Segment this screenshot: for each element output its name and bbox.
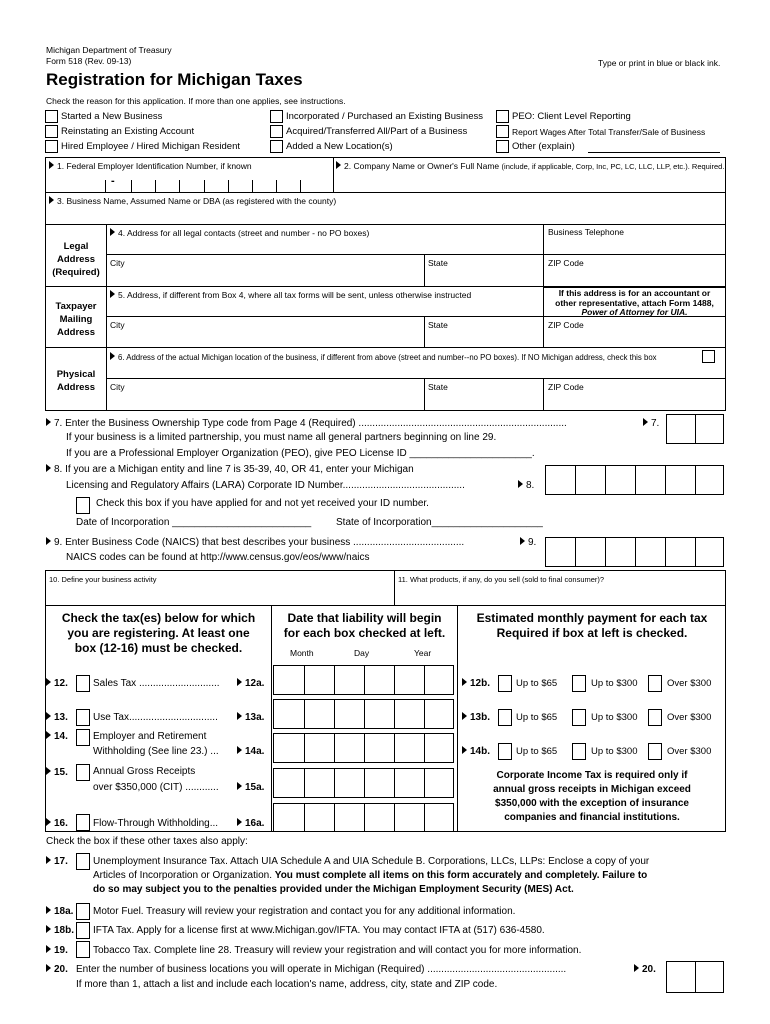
- line12a-number: 12a.: [237, 678, 264, 689]
- agency-name: Michigan Department of Treasury: [46, 45, 172, 55]
- box11-label: 11. What products, if any, do you sell (sold to final consumer)?: [398, 575, 605, 584]
- mailing-street-input[interactable]: [110, 300, 540, 314]
- mailing-address-label: Taxpayer Mailing Address: [55, 301, 97, 338]
- state-of-incorporation[interactable]: State of Incorporation____________________: [336, 517, 543, 528]
- line13-number: 13.: [46, 712, 68, 723]
- line15a-number: 15a.: [237, 782, 264, 793]
- reason-checkbox-added-location[interactable]: [270, 140, 283, 153]
- box1-label: 1. Federal Employer Identification Number, if known: [49, 161, 252, 171]
- physical-city-input[interactable]: [110, 393, 420, 407]
- legal-city-input[interactable]: [110, 269, 420, 283]
- cit-checkbox[interactable]: [76, 764, 90, 781]
- line18b-text: IFTA Tax. Apply for a license first at www.Michigan.gov/IFTA. You may contact IFTA at (517) 636-4580.: [93, 925, 545, 936]
- line13b-number: 13b.: [462, 712, 490, 723]
- line17-text1: Unemployment Insurance Tax. Attach UIA Schedule A and UIA Schedule B. Corporations, LLCs, LLPs: Enclose a copy of your: [93, 856, 650, 867]
- line18a-text: Motor Fuel. Treasury will review your registration and contact you for any additional information.: [93, 906, 516, 917]
- reason-label: Report Wages After Total Transfer/Sale of Business: [512, 127, 706, 137]
- form-title: Registration for Michigan Taxes: [46, 70, 303, 89]
- withholding-up-to-300-checkbox[interactable]: [572, 743, 586, 760]
- pay-option-label: Up to $300: [591, 678, 638, 689]
- flow-through-checkbox[interactable]: [76, 814, 90, 831]
- tax-heading-right: Estimated monthly payment for each tax Required if box at left is checked.: [476, 611, 708, 640]
- physical-zip-label: ZIP Code: [548, 382, 584, 392]
- cit-start-date[interactable]: [273, 768, 454, 798]
- box10-label: 10. Define your business activity: [49, 575, 157, 584]
- lara-id-input[interactable]: [545, 465, 724, 495]
- physical-city-label: City: [110, 382, 125, 392]
- line14a-number: 14a.: [237, 746, 264, 757]
- flow-through-start-date[interactable]: [273, 803, 454, 832]
- fein-dash: -: [111, 175, 115, 187]
- arrow-icon: [46, 537, 51, 545]
- cit-note: Corporate Income Tax is required only if annual gross receipts in Michigan exceed $350,000 with the exception of insurance companies and financial institutions.: [493, 770, 691, 823]
- pay-option-label: Up to $300: [591, 712, 638, 723]
- date-of-incorporation[interactable]: Date of Incorporation _________________________: [76, 517, 312, 528]
- arrow-icon: [46, 678, 51, 686]
- pay-option-label: Up to $300: [591, 746, 638, 757]
- sales-tax-up-to-65-checkbox[interactable]: [498, 675, 512, 692]
- physical-state-input[interactable]: [428, 393, 540, 407]
- business-locations-input[interactable]: [666, 961, 724, 993]
- form-number: Form 518 (Rev. 09-13): [46, 56, 132, 66]
- arrow-icon: [634, 964, 639, 972]
- arrow-icon: [520, 537, 525, 545]
- business-telephone-input[interactable]: [548, 239, 722, 253]
- line8-text2: Licensing and Regulatory Affairs (LARA) Corporate ID Number............................................: [66, 480, 465, 491]
- legal-state-label: State: [428, 258, 448, 268]
- line12-label: Sales Tax .............................: [93, 678, 220, 689]
- arrow-icon: [110, 228, 115, 236]
- withholding-start-date[interactable]: [273, 733, 454, 763]
- withholding-checkbox[interactable]: [76, 729, 90, 746]
- naics-url-text: NAICS codes can be found at http://www.census.gov/eos/www/naics: [66, 552, 370, 563]
- line16-number: 16.: [46, 818, 68, 829]
- reason-label: Acquired/Transferred All/Part of a Business: [286, 126, 468, 137]
- line20-text1: Enter the number of business locations you will operate in Michigan (Required) ..................................................: [76, 964, 567, 975]
- reason-label: Added a New Location(s): [286, 141, 393, 152]
- arrow-icon: [110, 352, 115, 360]
- unemployment-tax-checkbox[interactable]: [76, 853, 90, 870]
- line17-text3: do so may subject you to the penalties provided under the Michigan Employment Security (MES) Act.: [93, 884, 574, 895]
- mailing-city-input[interactable]: [110, 331, 420, 345]
- date-col-year: Year: [414, 648, 432, 658]
- reason-instruction: Check the reason for this application. If more than one applies, see instructions.: [46, 96, 346, 106]
- sales-tax-checkbox[interactable]: [76, 675, 90, 692]
- naics-code-input[interactable]: [545, 537, 724, 567]
- reason-checkbox-other[interactable]: [496, 140, 509, 153]
- line16-label: Flow-Through Withholding...: [93, 818, 219, 829]
- legal-address-label: Legal Address (Required): [52, 241, 100, 278]
- reason-checkbox-reinstating[interactable]: [45, 125, 58, 138]
- reason-label: Reinstating an Existing Account: [61, 126, 195, 137]
- arrow-icon: [462, 678, 467, 686]
- arrow-icon: [518, 480, 523, 488]
- line18a-number: 18a.: [46, 906, 73, 917]
- arrow-icon: [237, 678, 242, 686]
- no-michigan-address-checkbox[interactable]: [702, 350, 715, 363]
- tax-heading-mid: Date that liability will begin for each box checked at left.: [283, 611, 446, 640]
- reason-checkbox-new-business[interactable]: [45, 110, 58, 123]
- line16a-number: 16a.: [237, 818, 264, 829]
- pay-option-label: Over $300: [667, 712, 712, 723]
- ifta-checkbox[interactable]: [76, 922, 90, 939]
- date-col-month: Month: [290, 648, 314, 658]
- reason-label: PEO: Client Level Reporting: [512, 111, 631, 122]
- mailing-state-input[interactable]: [428, 331, 540, 345]
- pay-option-label: Over $300: [667, 746, 712, 757]
- line13a-number: 13a.: [237, 712, 264, 723]
- box3-label: 3. Business Name, Assumed Name or DBA (as registered with the county): [49, 196, 336, 206]
- line17-number: 17.: [46, 856, 68, 867]
- other-taxes-heading: Check the box if these other taxes also apply:: [46, 836, 248, 847]
- date-col-day: Day: [354, 648, 370, 658]
- line20-number: 20.: [46, 964, 68, 975]
- arrow-icon: [237, 712, 242, 720]
- line9-text: 9. Enter Business Code (NAICS) that best describes your business ........................................: [46, 537, 464, 548]
- use-tax-up-to-300-checkbox[interactable]: [572, 709, 586, 726]
- arrow-icon: [46, 767, 51, 775]
- reason-checkbox-incorporated[interactable]: [270, 110, 283, 123]
- reason-checkbox-hired-employee[interactable]: [45, 140, 58, 153]
- box2-label: 2. Company Name or Owner's Full Name (include, if applicable, Corp, Inc, PC, LC, LLC, LLP, etc.). Required.: [336, 161, 724, 171]
- sales-tax-over-300-checkbox[interactable]: [648, 675, 662, 692]
- arrow-icon: [237, 818, 242, 826]
- line14-number: 14.: [46, 731, 68, 742]
- line14-label2: Withholding (See line 23.) ...: [93, 746, 219, 757]
- line17-text2: Articles of Incorporation or Organization. You must complete all items on this form accurately and completely. Failure to: [93, 870, 648, 881]
- mailing-state-label: State: [428, 320, 448, 330]
- line20-number-right: 20.: [634, 964, 656, 975]
- arrow-icon: [46, 945, 51, 953]
- pay-option-label: Over $300: [667, 678, 712, 689]
- reason-label: Hired Employee / Hired Michigan Resident: [61, 141, 240, 152]
- arrow-icon: [643, 418, 648, 426]
- line8-number: 8.: [518, 480, 534, 491]
- arrow-icon: [237, 746, 242, 754]
- line8-text: 8. If you are a Michigan entity and line 7 is 35-39, 40, OR 41, enter your Michigan: [46, 464, 414, 475]
- reason-label: Other (explain): [512, 141, 575, 152]
- line7-number: 7.: [643, 418, 659, 429]
- mailing-zip-label: ZIP Code: [548, 320, 584, 330]
- physical-address-label: Physical Address: [56, 369, 96, 393]
- use-tax-checkbox[interactable]: [76, 709, 90, 726]
- box5-label: 5. Address, if different from Box 4, where all tax forms will be sent, unless otherwise instructed: [110, 290, 471, 300]
- other-explain-input[interactable]: [588, 141, 720, 153]
- legal-zip-input[interactable]: [548, 269, 722, 283]
- use-tax-start-date[interactable]: [273, 699, 454, 729]
- arrow-icon: [46, 712, 51, 720]
- arrow-icon: [46, 818, 51, 826]
- fein-input[interactable]: [89, 177, 329, 192]
- line13-label: Use Tax................................: [93, 712, 218, 723]
- sales-tax-up-to-300-checkbox[interactable]: [572, 675, 586, 692]
- arrow-icon: [46, 418, 51, 426]
- applied-id-checkbox[interactable]: [76, 497, 90, 514]
- arrow-icon: [110, 290, 115, 298]
- physical-zip-input[interactable]: [548, 393, 722, 407]
- line18b-number: 18b.: [46, 925, 74, 936]
- legal-zip-label: ZIP Code: [548, 258, 584, 268]
- reason-checkbox-report-wages[interactable]: [496, 125, 509, 138]
- line7-text: 7. Enter the Business Ownership Type code from Page 4 (Required) ...........................................................................: [46, 418, 567, 429]
- arrow-icon: [49, 196, 54, 204]
- use-tax-up-to-65-checkbox[interactable]: [498, 709, 512, 726]
- tax-heading-left: Check the tax(es) below for which you are registering. At least one box (12-16) must be checked.: [61, 611, 256, 655]
- reason-checkbox-peo[interactable]: [496, 110, 509, 123]
- line7-note-peo: If you are a Professional Employer Organization (PEO), give PEO License ID ______________________.: [66, 448, 535, 459]
- pay-option-label: Up to $65: [516, 678, 558, 689]
- box4-label: 4. Address for all legal contacts (street and number - no PO boxes): [110, 228, 369, 238]
- business-telephone-label: Business Telephone: [548, 227, 624, 237]
- pay-option-label: Up to $65: [516, 746, 558, 757]
- arrow-icon: [462, 712, 467, 720]
- arrow-icon: [462, 746, 467, 754]
- line20-text2: If more than 1, attach a list and include each location's name, address, city, state and ZIP code.: [76, 979, 498, 990]
- box6-label: 6. Address of the actual Michigan location of the business, if different from above (street and number--no PO boxes). If NO Michigan address, check this box: [110, 352, 657, 362]
- reason-checkbox-acquired[interactable]: [270, 125, 283, 138]
- reason-label: Incorporated / Purchased an Existing Business: [286, 111, 483, 122]
- legal-city-label: City: [110, 258, 125, 268]
- arrow-icon: [46, 856, 51, 864]
- withholding-up-to-65-checkbox[interactable]: [498, 743, 512, 760]
- ink-note: Type or print in blue or black ink.: [598, 58, 721, 68]
- arrow-icon: [49, 161, 54, 169]
- line19-text: Tobacco Tax. Complete line 28. Treasury will review your registration and will contact you for more information.: [93, 945, 582, 956]
- line12-number: 12.: [46, 678, 68, 689]
- motor-fuel-checkbox[interactable]: [76, 903, 90, 920]
- line9-number: 9.: [520, 537, 536, 548]
- line7-note-partners: If your business is a limited partnership, you must name all general partners beginning on line 29.: [66, 432, 497, 443]
- company-name-input[interactable]: [336, 172, 721, 190]
- arrow-icon: [237, 782, 242, 790]
- line14b-number: 14b.: [462, 746, 490, 757]
- pay-option-label: Up to $65: [516, 712, 558, 723]
- business-activity-input[interactable]: [49, 585, 389, 603]
- line12b-number: 12b.: [462, 678, 490, 689]
- physical-street-input[interactable]: [110, 363, 700, 377]
- applied-id-label: Check this box if you have applied for and not yet received your ID number.: [96, 498, 429, 509]
- line15-number: 15.: [46, 767, 68, 778]
- mailing-zip-input[interactable]: [548, 331, 722, 345]
- arrow-icon: [46, 925, 51, 933]
- line15-label: Annual Gross Receipts: [93, 766, 196, 777]
- arrow-icon: [46, 964, 51, 972]
- arrow-icon: [336, 161, 341, 169]
- sales-tax-start-date[interactable]: [273, 665, 454, 695]
- reason-label: Started a New Business: [61, 111, 163, 122]
- legal-street-input[interactable]: [110, 239, 540, 253]
- line19-number: 19.: [46, 945, 68, 956]
- withholding-over-300-checkbox[interactable]: [648, 743, 662, 760]
- arrow-icon: [46, 731, 51, 739]
- physical-state-label: State: [428, 382, 448, 392]
- legal-state-input[interactable]: [428, 269, 540, 283]
- business-name-input[interactable]: [49, 207, 719, 222]
- poa-notice: If this address is for an accountant or other representative, attach Form 1488, Power of Attorney for UIA.: [543, 287, 726, 317]
- mailing-city-label: City: [110, 320, 125, 330]
- tobacco-tax-checkbox[interactable]: [76, 941, 90, 958]
- line14-label: Employer and Retirement: [93, 731, 207, 742]
- use-tax-over-300-checkbox[interactable]: [648, 709, 662, 726]
- ownership-type-input[interactable]: [666, 414, 724, 444]
- arrow-icon: [46, 906, 51, 914]
- line15-label2: over $350,000 (CIT) ............: [93, 782, 219, 793]
- arrow-icon: [46, 464, 51, 472]
- products-sold-input[interactable]: [398, 585, 720, 603]
